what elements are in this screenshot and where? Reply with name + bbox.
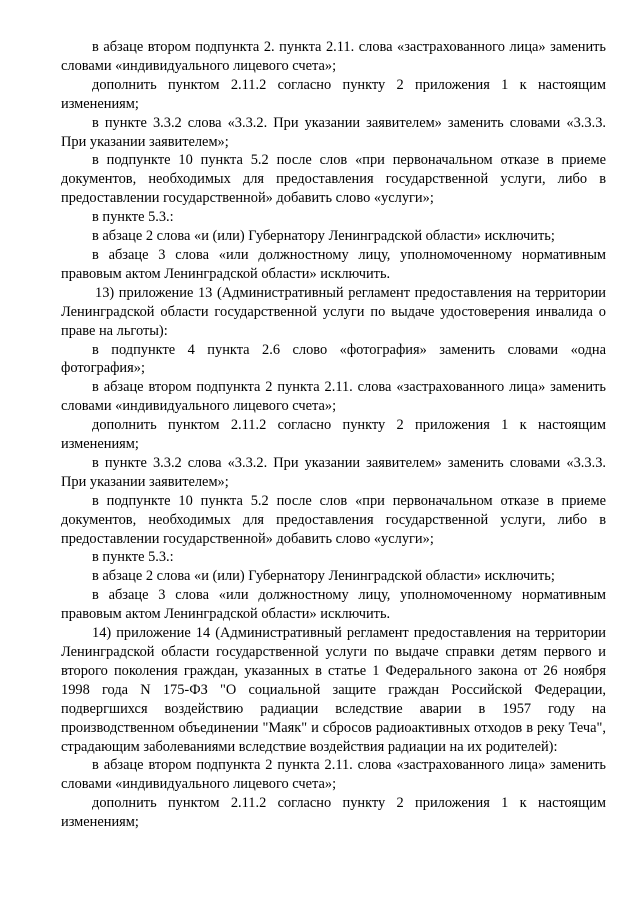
- paragraph: в пункте 3.3.2 слова «3.3.2. При указании заявителем» заменить словами «3.3.3. При указании заявителем»;: [61, 454, 606, 490]
- paragraph: дополнить пунктом 2.11.2 согласно пункту 2 приложения 1 к настоящим изменениям;: [61, 76, 606, 112]
- paragraph: в абзаце 3 слова «или должностному лицу, уполномоченному нормативным правовым актом Ленинградской области» исключить.: [61, 587, 606, 623]
- paragraph: в пункте 5.3.:: [92, 549, 174, 566]
- paragraph: в подпункте 10 пункта 5.2 после слов «при первоначальном отказе в приеме документов, необходимых для предоставления государственной услуги, либо в предоставлении государственной» добавить слово «услуги»;: [61, 152, 606, 207]
- paragraph: в абзаце втором подпункта 2 пункта 2.11. слова «застрахованного лица» заменить словами «индивидуального лицевого счета»;: [61, 757, 606, 793]
- document-body: [61, 38, 606, 832]
- paragraph: в пункте 5.3.:: [92, 209, 174, 226]
- paragraph: в абзаце 3 слова «или должностному лицу, уполномоченному нормативным правовым актом Ленинградской области» исключить.: [61, 246, 606, 282]
- paragraph: в подпункте 4 пункта 2.6 слово «фотография» заменить словами «одна фотография»;: [61, 341, 606, 377]
- paragraph: в абзаце 2 слова «и (или) Губернатору Ленинградской области» исключить;: [92, 228, 555, 245]
- paragraph: дополнить пунктом 2.11.2 согласно пункту 2 приложения 1 к настоящим изменениям;: [61, 417, 606, 453]
- paragraph: в абзаце втором подпункта 2 пункта 2.11. слова «застрахованного лица» заменить словами «индивидуального лицевого счета»;: [61, 379, 606, 415]
- paragraph: в абзаце 2 слова «и (или) Губернатору Ленинградской области» исключить;: [92, 568, 555, 585]
- paragraph: дополнить пунктом 2.11.2 согласно пункту 2 приложения 1 к настоящим изменениям;: [61, 795, 606, 831]
- paragraph: в подпункте 10 пункта 5.2 после слов «при первоначальном отказе в приеме документов, необходимых для предоставления государственной услуги, либо в предоставлении государственной» добавить слово «услуги»;: [61, 492, 606, 547]
- item-13-heading: 13) приложение 13 (Административный регламент предоставления на территории Ленинградской области государственной услуги по выдаче удостоверения инвалида о праве на льготы):: [61, 284, 606, 339]
- item-14-heading: 14) приложение 14 (Административный регламент предоставления на территории Ленинградской области государственной услуги по выдаче справки детям первого и второго поколения граждан, указанных в статье 1 Федерального закона от 26 ноября 1998 года N 175-ФЗ "О социальной защите граждан Российской Федерации, подвергшихся воздействию радиации вследствие аварии в 1957 году на производственном объединении "Маяк" и сбросов радиоактивных отходов в реку Теча", страдающим заболеваниями вследствие воздействия радиации на их родителей):: [61, 625, 606, 755]
- paragraph: в пункте 3.3.2 слова «3.3.2. При указании заявителем» заменить словами «3.3.3. При указании заявителем»;: [61, 114, 606, 150]
- paragraph: в абзаце втором подпункта 2. пункта 2.11. слова «застрахованного лица» заменить словами «индивидуального лицевого счета»;: [61, 39, 606, 74]
